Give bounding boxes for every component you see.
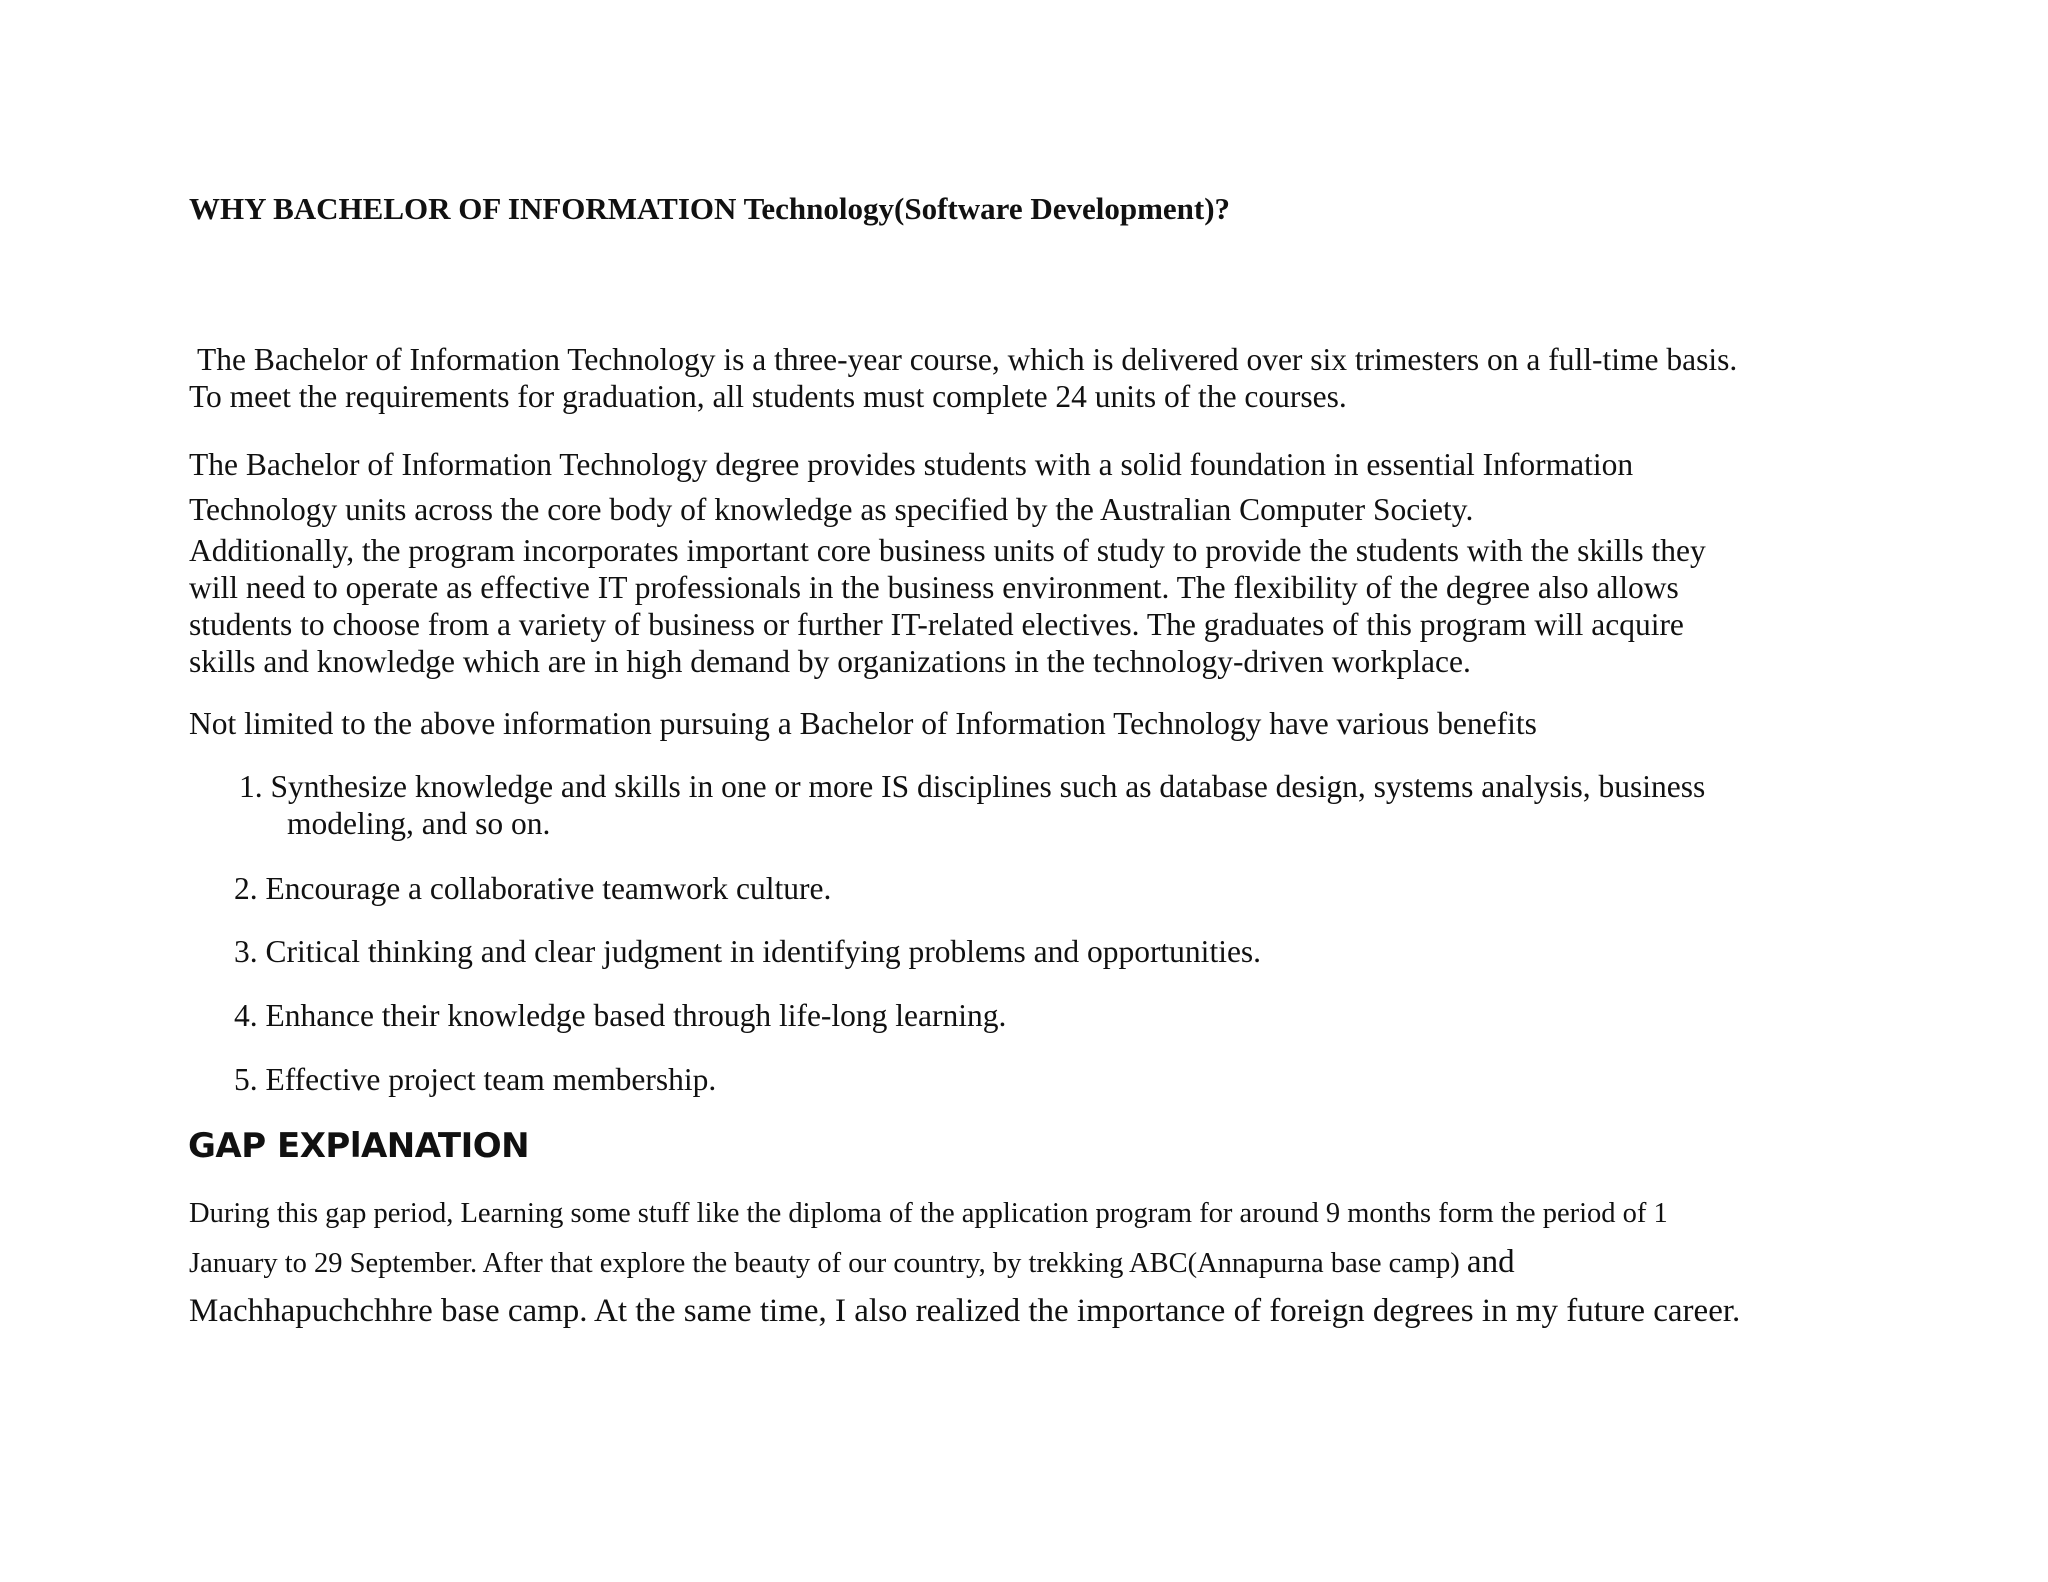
gap-line-1: During this gap period, Learning some stuff like the diploma of the application program for around 9 months form the period of 1 [189,1198,1668,1229]
gap-line-2-end: and [1466,1244,1515,1280]
additional-line-3: students to choose from a variety of business or further IT-related electives. The graduates of this program will acquire [189,607,1684,642]
additional-line-4: skills and knowledge which are in high demand by organizations in the technology-driven workplace. [189,644,1471,679]
additional-line-1: Additionally, the program incorporates important core business units of study to provide the students with the skills they [189,533,1706,568]
page-title: WHY BACHELOR OF INFORMATION Technology(Software Development)? [189,191,1231,226]
benefits-intro-text: Not limited to the above information pursuing a Bachelor of Information Technology have various benefits [189,706,1537,741]
additional-paragraph [189,532,1706,680]
list-item [234,870,831,907]
intro-line-2: To meet the requirements for graduation, all students must complete 24 units of the courses. [189,379,1347,414]
benefit-text: 4. Enhance their knowledge based through life-long learning. [234,998,1007,1033]
benefit-text: 3. Critical thinking and clear judgment in identifying problems and opportunities. [234,934,1262,969]
gap-line-3: Machhapuchchhre base camp. At the same time, I also realized the importance of foreign degrees in my future career. [189,1293,1741,1329]
gap-paragraph [189,1190,1740,1334]
benefit-text: 1. Synthesize knowledge and skills in one or more IS disciplines such as database design, systems analysis, business [239,769,1706,804]
list-item [239,768,1705,842]
foundation-line-2: Technology units across the core body of knowledge as specified by the Australian Computer Society. [189,492,1474,527]
benefit-text-continued: modeling, and so on. [287,806,551,841]
list-item [234,933,1261,970]
intro-line-1: The Bachelor of Information Technology is a three-year course, which is delivered over six trimesters on a full-time basis. [197,342,1738,377]
foundation-paragraph [189,442,1633,532]
gap-heading: GAP EXPlANATION [188,1126,530,1166]
list-item [234,997,1006,1034]
gap-line-2 [189,1238,1740,1288]
benefits-intro [189,705,1537,742]
gap-line-2-text: January to 29 September. After that explore the beauty of our country, by trekking ABC(Annapurna base camp) [189,1248,1467,1279]
additional-line-2: will need to operate as effective IT professionals in the business environment. The flexibility of the degree also allows [189,570,1679,605]
intro-paragraph [189,341,1737,415]
list-item [234,1061,716,1098]
benefit-text: 2. Encourage a collaborative teamwork culture. [234,871,832,906]
benefit-text: 5. Effective project team membership. [234,1062,717,1097]
foundation-line-1: The Bachelor of Information Technology degree provides students with a solid foundation in essential Information [189,447,1634,482]
